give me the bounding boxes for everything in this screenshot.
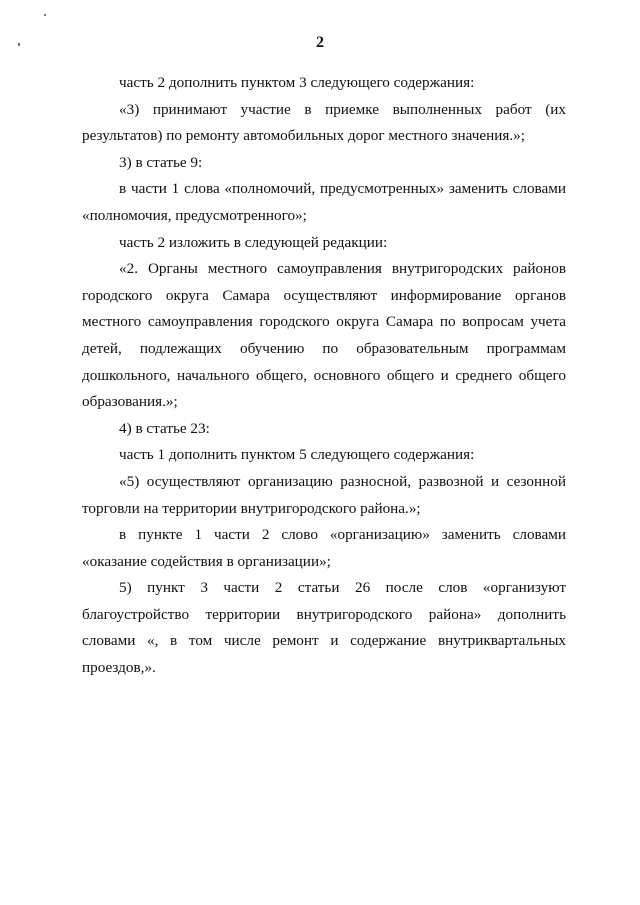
paragraph: часть 2 изложить в следующей редакции:: [119, 233, 388, 251]
paragraph: в части 1 слова «полномочий, предусмотренных» заменить словами «полномочия, предусмотренного»;: [82, 180, 566, 224]
paragraph: «3) принимают участие в приемке выполненных работ (их результатов) по ремонту автомобильных дорог местного значения.»;: [82, 100, 566, 145]
scan-speck: [44, 14, 46, 16]
paragraph: 3) в статье 9:: [119, 153, 203, 171]
paragraph: в пункте 1 части 2 слово «организацию» заменить словами «оказание содействия в организации»;: [82, 526, 566, 570]
paragraph: 5) пункт 3 части 2 статьи 26 после слов «организуют благоустройство территории внутригородского района» дополнить словами «, в том числе ремонт и содержание внутриквартальных проездов,».: [82, 579, 566, 677]
paragraph: часть 1 дополнить пунктом 5 следующего содержания:: [119, 446, 475, 464]
document-body: [82, 70, 566, 682]
paragraph: «2. Органы местного самоуправления внутригородских районов городского округа Самара осуществляют информирование органов местного самоуправления городского округа Самара по вопросам учета детей, подлежащих обучению по образовательным программам дошкольного, начального общего, основного общего и среднего общего образования.»;: [82, 260, 566, 411]
paragraph: часть 2 дополнить пунктом 3 следующего содержания:: [119, 74, 475, 91]
paragraph: 4) в статье 23:: [119, 419, 210, 437]
page-number: 2: [316, 34, 324, 51]
paragraph: «5) осуществляют организацию разносной, развозной и сезонной торговли на территории внутригородского района.»;: [82, 472, 566, 517]
